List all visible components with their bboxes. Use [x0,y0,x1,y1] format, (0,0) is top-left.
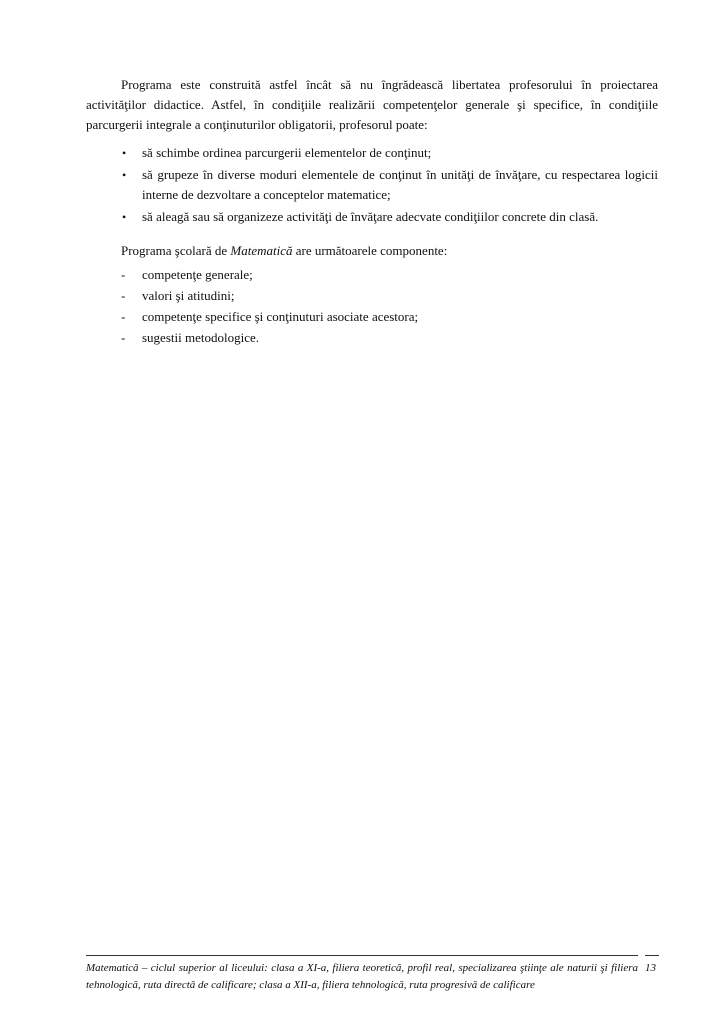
list-item-text: să grupeze în diverse moduri elementele de conţinut în unităţi de învăţare, cu respectarea logicii interne de dezvoltare a conceptelor matematice; [142,167,658,202]
list-item-text: sugestii metodologice. [142,330,259,345]
list-item [86,265,658,285]
list-item-text: valori şi atitudini; [142,288,235,303]
dash-icon: - [121,330,126,345]
list-item-text: competenţe generale; [142,267,253,282]
intro-paragraph: Programa este construită astfel încât să nu îngrădească libertatea profesorului în proiectarea activităţilor didactice. Astfel, în condiţiile realizării competenţelor generale şi specifice, în condiţiile parcurgerii integrale a conţinuturilor obligatorii, profesorul poate: [86,77,658,132]
list-item [86,143,658,163]
components-intro-emphasis: Matematică [230,243,293,258]
footer-divider [86,955,638,956]
list-item [86,165,658,205]
dash-icon: - [121,267,126,282]
intro-paragraph-block [86,75,658,135]
list-item-text: competenţe specifice şi conţinuturi asociate acestora; [142,309,419,324]
components-intro [86,241,658,261]
list-item [86,307,658,327]
footer-text: Matematică – ciclul superior al liceului: clasa a XI-a, filiera teoretică, profil real, specializarea ştiinţe ale naturii şi filiera tehnologică, ruta directă de calificare; clasa a XII-a, filiera tehnologică, ruta progresivă de calificare [86,962,638,991]
page-number: 13 [645,962,656,974]
dash-icon: - [121,309,126,324]
bullet-icon: • [122,168,127,182]
list-item [86,328,658,348]
components-intro-before: Programa şcolară de [121,243,231,258]
list-item [86,207,658,227]
list-item [86,286,658,306]
components-intro-after: are următoarele componente: [292,243,448,258]
bullet-icon: • [122,146,127,160]
list-item-text: să aleagă sau să organizeze activităţi de învăţare adecvate condiţiilor concrete din clasă. [142,209,599,224]
page-number-divider [645,955,659,956]
teacher-options-list [86,143,658,229]
bullet-icon: • [122,210,127,224]
list-item-text: să schimbe ordinea parcurgerii elementelor de conţinut; [142,145,432,160]
dash-icon: - [121,288,126,303]
components-list [86,265,658,349]
